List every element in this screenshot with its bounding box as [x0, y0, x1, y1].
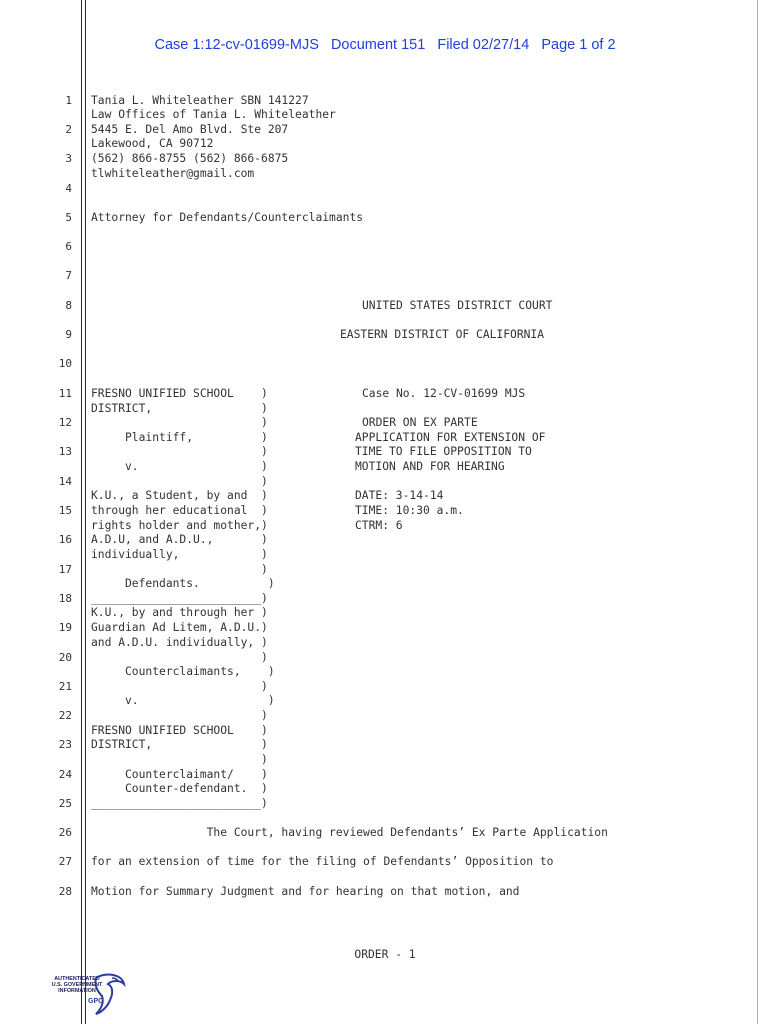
line-number: 26: [58, 826, 72, 839]
body-line: Motion for Summary Judgment and for hearing on that motion, and: [91, 885, 520, 898]
caption-line: ): [91, 709, 268, 722]
line-number: 25: [58, 797, 72, 810]
line-number: 14: [58, 475, 72, 488]
caption-line: DISTRICT, ): [91, 402, 268, 415]
caption-line: through her educational ): [91, 504, 268, 517]
caption-line: DISTRICT, ): [91, 738, 268, 751]
gpo-authentication-seal: [44, 972, 130, 1018]
caption-line: v. ): [91, 694, 275, 707]
line-number: 7: [65, 269, 72, 282]
order-title-line: MOTION AND FOR HEARING: [355, 460, 505, 473]
attorney-email: tlwhiteleather@gmail.com: [91, 167, 255, 180]
caption-line: FRESNO UNIFIED SCHOOL ): [91, 387, 268, 400]
body-line: The Court, having reviewed Defendants’ Ex Parte Application: [91, 826, 608, 839]
line-number: 6: [65, 240, 72, 253]
body-line: for an extension of time for the filing of Defendants’ Opposition to: [91, 855, 554, 868]
eagle-icon: [82, 972, 128, 1018]
line-number: 21: [58, 680, 72, 693]
line-number: 4: [65, 182, 72, 195]
line-number: 24: [58, 768, 72, 781]
court-district: EASTERN DISTRICT OF CALIFORNIA: [340, 328, 545, 341]
caption-line: ): [91, 680, 268, 693]
line-number: 28: [58, 885, 72, 898]
line-number: 5: [65, 211, 72, 224]
line-number: 13: [58, 445, 72, 458]
caption-line: _________________________): [91, 797, 268, 810]
caption-line: ): [91, 445, 268, 458]
caption-line: Counterclaimants, ): [91, 665, 275, 678]
line-number: 22: [58, 709, 72, 722]
line-number: 23: [58, 738, 72, 751]
caption-line: ): [91, 651, 268, 664]
order-title-line: ORDER ON EX PARTE: [362, 416, 478, 429]
caption-line: ): [91, 416, 268, 429]
attorney-line: 5445 E. Del Amo Blvd. Ste 207: [91, 123, 289, 136]
line-number: 1: [65, 94, 72, 107]
order-title-line: TIME TO FILE OPPOSITION TO: [355, 445, 532, 458]
line-number: 18: [58, 592, 72, 605]
line-number: 19: [58, 621, 72, 634]
attorney-line: Law Offices of Tania L. Whiteleather: [91, 108, 336, 121]
caption-line: ): [91, 563, 268, 576]
attorney-for: Attorney for Defendants/Counterclaimants: [91, 211, 364, 224]
caption-line: v. ): [91, 460, 268, 473]
line-number: 12: [58, 416, 72, 429]
line-number: 16: [58, 533, 72, 546]
caption-line: individually, ): [91, 548, 268, 561]
caption-line: ): [91, 753, 268, 766]
caption-line: Plaintiff, ): [91, 431, 268, 444]
ecf-header: Case 1:12-cv-01699-MJS Document 151 Filed 02/27/14 Page 1 of 2: [154, 37, 616, 53]
line-number: 8: [65, 299, 72, 312]
line-number: 3: [65, 152, 72, 165]
attorney-line: (562) 866-8755 (562) 866-6875: [91, 152, 289, 165]
gpo-label: GPO: [88, 998, 104, 1005]
hearing-time: TIME: 10:30 a.m.: [355, 504, 464, 517]
right-margin-rule: [757, 0, 758, 1024]
hearing-date: DATE: 3-14-14: [355, 489, 444, 502]
case-number: Case No. 12-CV-01699 MJS: [362, 387, 526, 400]
court-name: UNITED STATES DISTRICT COURT: [362, 299, 553, 312]
caption-line: rights holder and mother,): [91, 519, 268, 532]
line-number: 15: [58, 504, 72, 517]
hearing-courtroom: CTRM: 6: [355, 519, 403, 532]
page-footer: ORDER - 1: [354, 948, 416, 961]
line-number: 10: [58, 357, 72, 370]
caption-line: FRESNO UNIFIED SCHOOL ): [91, 724, 268, 737]
caption-line: ): [91, 475, 268, 488]
caption-line: _________________________): [91, 592, 268, 605]
caption-line: A.D.U, and A.D.U., ): [91, 533, 268, 546]
left-margin-rule-inner: [85, 0, 86, 1024]
line-number: 9: [65, 328, 72, 341]
order-title-line: APPLICATION FOR EXTENSION OF: [355, 431, 546, 444]
line-number: 27: [58, 855, 72, 868]
caption-line: K.U., by and through her ): [91, 606, 268, 619]
line-number: 17: [58, 563, 72, 576]
caption-line: Guardian Ad Litem, A.D.U.): [91, 621, 268, 634]
caption-line: Defendants. ): [91, 577, 275, 590]
line-number: 20: [58, 651, 72, 664]
caption-line: and A.D.U. individually, ): [91, 636, 268, 649]
caption-line: Counter-defendant. ): [91, 782, 268, 795]
caption-line: Counterclaimant/ ): [91, 768, 268, 781]
line-number: 11: [58, 387, 72, 400]
caption-line: K.U., a Student, by and ): [91, 489, 268, 502]
left-margin-rule: [81, 0, 82, 1024]
seal-text: AUTHENTICATED U.S. GOVERNMENT INFORMATION: [51, 976, 103, 994]
attorney-line: Tania L. Whiteleather SBN 141227: [91, 94, 309, 107]
attorney-line: Lakewood, CA 90712: [91, 137, 214, 150]
line-number: 2: [65, 123, 72, 136]
